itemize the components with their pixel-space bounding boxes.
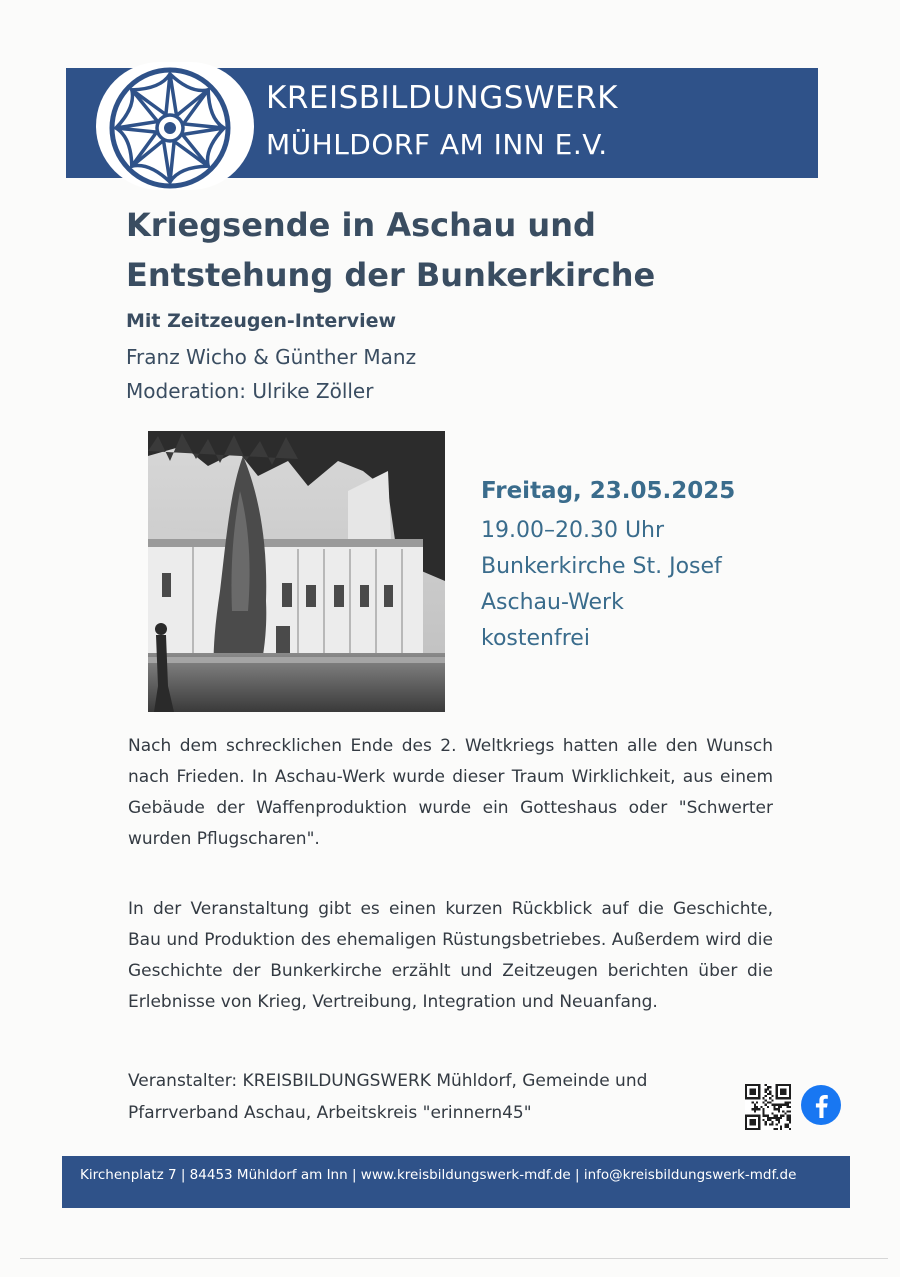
org-name-line1: KREISBILDUNGSWERK	[266, 80, 619, 116]
event-date: Freitag, 23.05.2025	[481, 478, 736, 504]
bunkerkirche-photo	[148, 431, 445, 712]
speakers: Franz Wicho & Günther Manz	[126, 345, 417, 369]
event-price: kostenfrei	[481, 626, 590, 651]
footer-contact: Kirchenplatz 7 | 84453 Mühldorf am Inn | www.kreisbildungswerk-mdf.de | info@kreisbildungswerk-mdf.de	[80, 1167, 797, 1183]
organizer-line2: Pfarrverband Aschau, Arbeitskreis "erinnern45"	[128, 1103, 532, 1123]
event-title-line2: Entstehung der Bunkerkirche	[126, 256, 656, 294]
org-name-line2: MÜHLDORF AM INN E.V.	[266, 128, 608, 161]
event-location-line1: Bunkerkirche St. Josef	[481, 554, 722, 579]
facebook-icon[interactable]	[800, 1084, 842, 1126]
moderation: Moderation: Ulrike Zöller	[126, 379, 374, 403]
event-title	[126, 200, 766, 300]
event-time: 19.00–20.30 Uhr	[481, 518, 665, 543]
organizer-note	[128, 1065, 728, 1129]
event-title-line1: Kriegsende in Aschau und	[126, 206, 596, 244]
speakers-block	[126, 340, 416, 408]
scan-edge-line	[20, 1258, 888, 1259]
event-details	[481, 513, 722, 657]
event-location-line2: Aschau-Werk	[481, 590, 624, 615]
organizer-line1: Veranstalter: KREISBILDUNGSWERK Mühldorf, Gemeinde und	[128, 1071, 648, 1091]
kreisbildungswerk-logo-icon	[108, 66, 232, 190]
description-paragraph-1: Nach dem schrecklichen Ende des 2. Weltkriegs hatten alle den Wunsch nach Frieden. In Aschau-Werk wurde dieser Traum Wirklichkeit, aus einem Gebäude der Waffenproduktion wurde ein Gotteshaus oder "Schwerter wurden Pflugscharen".	[128, 736, 773, 849]
qr-code-icon[interactable]	[745, 1084, 791, 1130]
event-subtitle: Mit Zeitzeugen-Interview	[126, 310, 397, 332]
description-paragraph-2: In der Veranstaltung gibt es einen kurzen Rückblick auf die Geschichte, Bau und Produktion des ehemaligen Rüstungsbetriebes. Außerdem wird die Geschichte der Bunkerkirche erzählt und Zeitzeugen berichten über die Erlebnisse von Krieg, Vertreibung, Integration und Neuanfang.	[128, 899, 773, 1012]
